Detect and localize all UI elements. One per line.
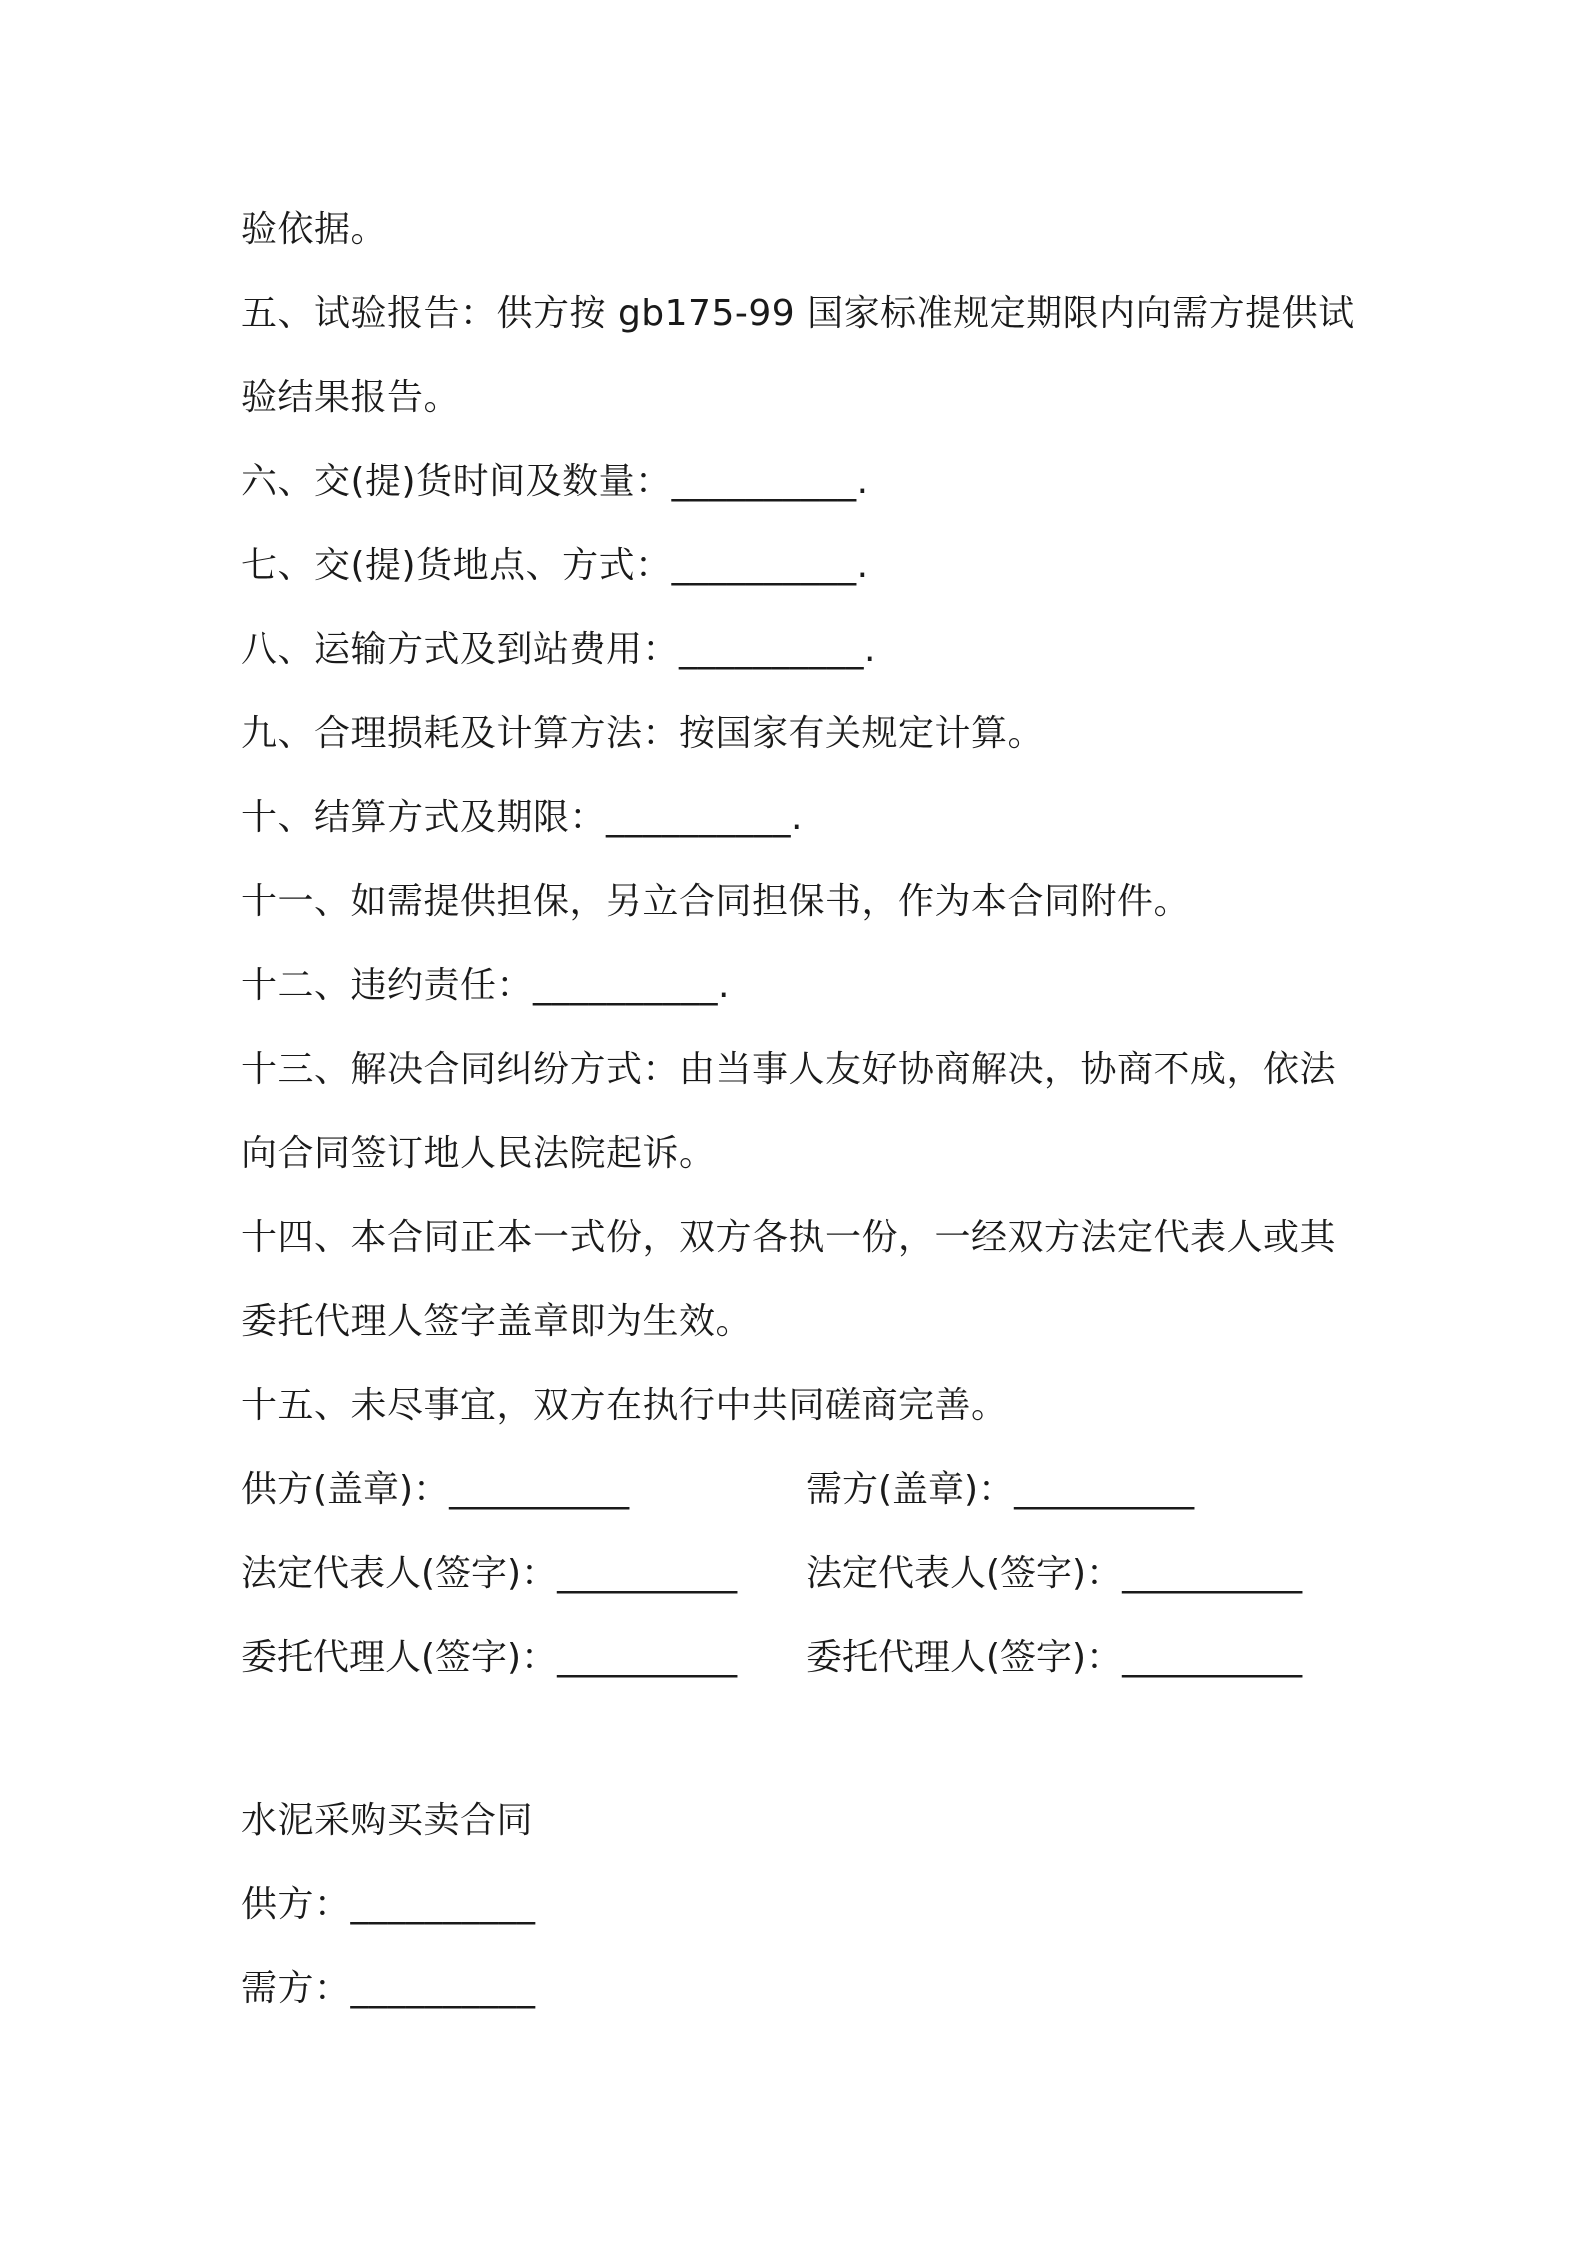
buyer-seal-field: 需方(盖章)：__________: [806, 1469, 1195, 1510]
clause-11-guarantee: 十一、如需提供担保，另立合同担保书，作为本合同附件。: [241, 881, 1191, 922]
clause-13-disputes: 十三、解决合同纠纷方式：由当事人友好协商解决，协商不成，依法: [241, 1049, 1337, 1090]
buyer-legal-rep-field: 法定代表人(签字)：__________: [806, 1553, 1303, 1594]
second-contract-title: 水泥采购买卖合同: [241, 1800, 534, 1841]
clause-14-copies: 十四、本合同正本一式份，双方各执一份，一经双方法定代表人或其: [241, 1217, 1337, 1258]
clause-15-other: 十五、未尽事宜，双方在执行中共同磋商完善。: [241, 1385, 1008, 1426]
supplier-seal-field: 供方(盖章)：__________: [241, 1469, 630, 1510]
second-contract-buyer: 需方：__________: [241, 1968, 536, 2009]
buyer-agent-field: 委托代理人(签字)：__________: [806, 1637, 1303, 1678]
clause-7-delivery-place: 七、交(提)货地点、方式：__________.: [241, 545, 869, 586]
second-contract-supplier: 供方：__________: [241, 1884, 536, 1925]
clause-10-settlement: 十、结算方式及期限：__________.: [241, 797, 803, 838]
clause-6-delivery-time: 六、交(提)货时间及数量：__________.: [241, 461, 869, 502]
supplier-legal-rep-field: 法定代表人(签字)：__________: [241, 1553, 738, 1594]
paragraph-line: 向合同签订地人民法院起诉。: [241, 1133, 716, 1174]
supplier-agent-field: 委托代理人(签字)：__________: [241, 1637, 738, 1678]
paragraph-line: 委托代理人签字盖章即为生效。: [241, 1301, 753, 1342]
clause-5-test-report: 五、试验报告：供方按 gb175-99 国家标准规定期限内向需方提供试: [241, 293, 1355, 334]
paragraph-line: 验依据。: [241, 209, 388, 250]
clause-12-liability: 十二、违约责任：__________.: [241, 965, 730, 1006]
paragraph-line: 验结果报告。: [241, 377, 461, 418]
clause-8-transport: 八、运输方式及到站费用：__________.: [241, 629, 876, 670]
clause-9-loss: 九、合理损耗及计算方法：按国家有关规定计算。: [241, 713, 1045, 754]
